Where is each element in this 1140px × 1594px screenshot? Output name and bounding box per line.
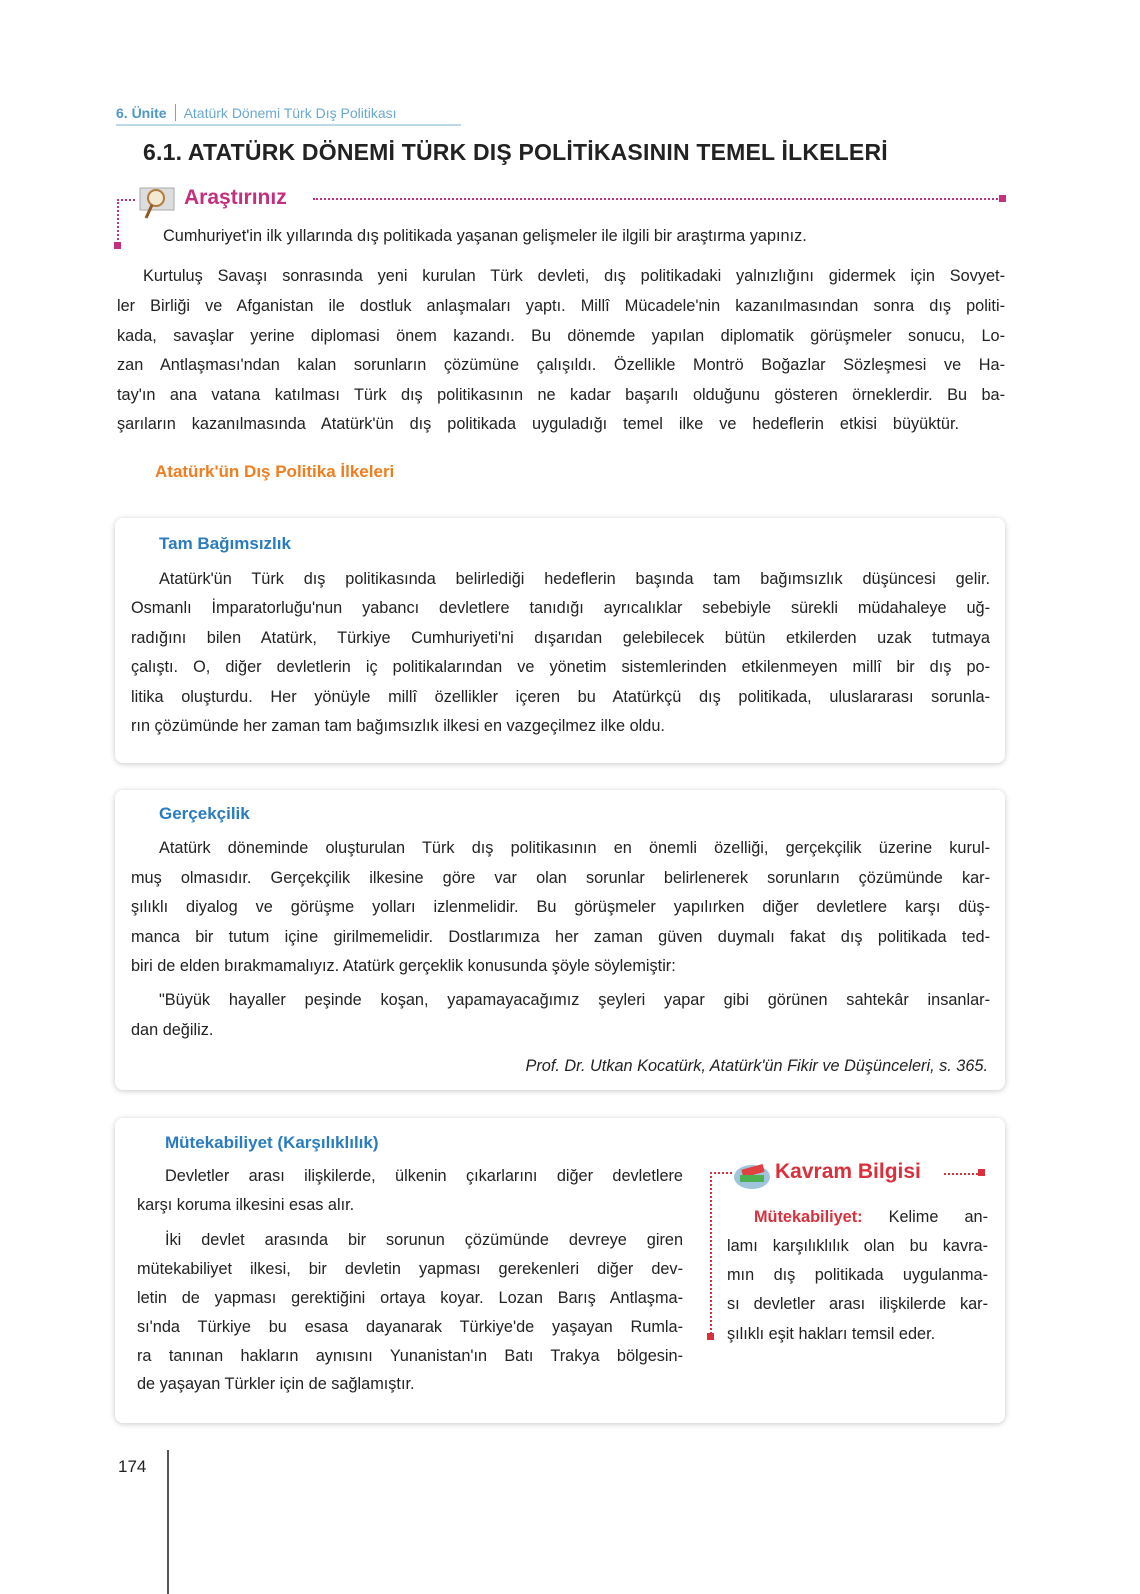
- quote-line: "Büyük hayaller peşinde koşan, yapamayacağımız şeyleri yapar gibi görünen sahtekâr insanlar-: [159, 991, 990, 1009]
- dotted-line: [944, 1173, 978, 1175]
- box-line: Osmanlı İmparatorluğu'nun yabancı devletlere tanıdığı ayrıcalıklar sebebiyle sürekli müdahaleye uğ-: [131, 599, 990, 617]
- box-line: şılıklı diyalog ve görüşme yolları izlenmelidir. Bu görüşmeler yapılırken diğer devletlere karşı düş-: [131, 898, 990, 916]
- dotted-line: [710, 1172, 712, 1334]
- box-line: rın çözümünde her zaman tam bağımsızlık ilkesi en vazgeçilmez ilke oldu.: [131, 717, 665, 735]
- box-line: mütekabiliyet ilkesi, bir devletin yapması gerekenleri diğer dev-: [137, 1260, 683, 1278]
- subheading: Atatürk'ün Dış Politika İlkeleri: [155, 462, 395, 481]
- concept-text: Kelime an-: [888, 1208, 988, 1226]
- unit-header: [116, 104, 397, 121]
- box-line: biri de elden bırakmamalıyız. Atatürk gerçeklik konusunda şöyle söylemiştir:: [131, 957, 676, 975]
- intro-line: şarıların kazanılmasında Atatürk'ün dış politikada uyguladığı temel ilke ve hedeflerin etkisi büyüktür.: [117, 415, 959, 433]
- box-title: Tam Bağımsızlık: [159, 534, 291, 553]
- concept-term: Mütekabiliyet:: [754, 1208, 863, 1226]
- intro-line: kada, savaşlar yerine diplomasi önem kazandı. Bu dönemde yapılan diplomatik görüşmeler sonucu, Lo-: [117, 327, 1005, 345]
- unit-label: 6. Ünite: [116, 105, 167, 121]
- concept-line: mın dış politikada uygulanma-: [727, 1266, 988, 1284]
- box-line: muş olmasıdır. Gerçekçilik ilkesine göre var olan sorunlar belirlenerek sorunların çözümünde kar-: [131, 869, 990, 887]
- bullet-square: [114, 242, 121, 249]
- dotted-line: [313, 198, 1001, 200]
- box-line: litika oluşturdu. Her yönüyle millî özellikler içeren bu Atatürkçü dış politikada, uluslararası sorunla-: [131, 688, 990, 706]
- intro-line: ler Birliği ve Afganistan ile dostluk anlaşmaları yaptı. Millî Mücadele'nin kazanılmasından sonra dış politi-: [117, 297, 1005, 315]
- magnifier-icon: [138, 184, 178, 220]
- quote-line: dan değiliz.: [131, 1021, 214, 1039]
- concept-label: Kavram Bilgisi: [775, 1160, 921, 1183]
- box-line: Atatürk'ün Türk dış politikasında belirlediği hedeflerin başında tam bağımsızlık düşüncesi gelir.: [159, 570, 990, 588]
- box-line: Devletler arası ilişkilerde, ülkenin çıkarlarını diğer devletlere: [165, 1167, 683, 1185]
- box-line: karşı koruma ilkesini esas alır.: [137, 1196, 355, 1214]
- bullet-square: [978, 1169, 985, 1176]
- box-title: Gerçekçilik: [159, 804, 250, 823]
- concept-line: sı devletler arası ilişkilerde kar-: [727, 1295, 988, 1313]
- header-underline: [116, 124, 461, 126]
- concept-line: lamı karşılıklılık olan bu kavra-: [727, 1237, 988, 1255]
- margin-line: [167, 1450, 169, 1594]
- intro-line: tay'ın ana vatana katılması Türk dış politikasının ne kadar başarılı olduğunu gösteren örneklerdir. Bu ba-: [117, 386, 1005, 404]
- box-line: çalıştı. O, diğer devletlerin iç politikalarından ve yönetim sistemlerinden etkilenmeyen millî bir dış po-: [131, 658, 990, 676]
- books-icon: [732, 1157, 772, 1191]
- box-line: letin de yapması gerektiğini ortaya koyar. Lozan Barış Antlaşma-: [137, 1289, 683, 1307]
- box-line: Atatürk döneminde oluşturulan Türk dış politikasının en önemli özelliği, gerçekçilik üzerine kurul-: [159, 839, 990, 857]
- dotted-line: [117, 199, 135, 201]
- box-line: de yaşayan Türkler için de sağlamıştır.: [137, 1375, 415, 1393]
- intro-line: zan Antlaşması'ndan kalan sorunların çözümüne çalışıldı. Özellikle Montrö Boğazlar Sözleşmesi ve Ha-: [117, 356, 1005, 374]
- dotted-line: [710, 1172, 732, 1174]
- page-title: 6.1. ATATÜRK DÖNEMİ TÜRK DIŞ POLİTİKASININ TEMEL İLKELERİ: [143, 139, 888, 165]
- citation: Prof. Dr. Utkan Kocatürk, Atatürk'ün Fikir ve Düşünceleri, s. 365.: [525, 1057, 988, 1075]
- concept-line: şılıklı eşit hakları temsil eder.: [727, 1325, 936, 1343]
- bullet-square: [999, 195, 1006, 202]
- box-line: ra tanınan hakların aynısını Yunanistan'ın Batı Trakya bölgesin-: [137, 1347, 683, 1365]
- box-title: Mütekabiliyet (Karşılıklılık): [165, 1133, 379, 1152]
- intro-line: Kurtuluş Savaşı sonrasında yeni kurulan Türk devleti, dış politikadaki yalnızlığını gidermek için Sovyet-: [143, 267, 1005, 285]
- divider: [175, 104, 176, 121]
- unit-title: Atatürk Dönemi Türk Dış Politikası: [183, 105, 397, 121]
- concept-first-line: [754, 1208, 988, 1227]
- dotted-line: [117, 199, 119, 244]
- box-line: İki devlet arasında bir sorunun çözümünde devreye giren: [165, 1231, 683, 1249]
- box-line: radığını bilen Atatürk, Türkiye Cumhuriyeti'ni dışarıdan gelebilecek bütün etkilerden uzak tutmaya: [131, 629, 990, 647]
- bullet-square: [707, 1333, 714, 1340]
- box-line: sı'nda Türkiye bu esasa dayanarak Türkiye'de yaşayan Rumla-: [137, 1318, 683, 1336]
- box-line: manca bir tutum içine girilmemelidir. Dostlarımıza her zaman güven duymalı fakat dış politikada ted-: [131, 928, 990, 946]
- research-label: Araştırınız: [184, 186, 287, 209]
- research-text: Cumhuriyet'in ilk yıllarında dış politikada yaşanan gelişmeler ile ilgili bir araştırma yapınız.: [163, 227, 807, 245]
- page-number: 174: [118, 1457, 147, 1476]
